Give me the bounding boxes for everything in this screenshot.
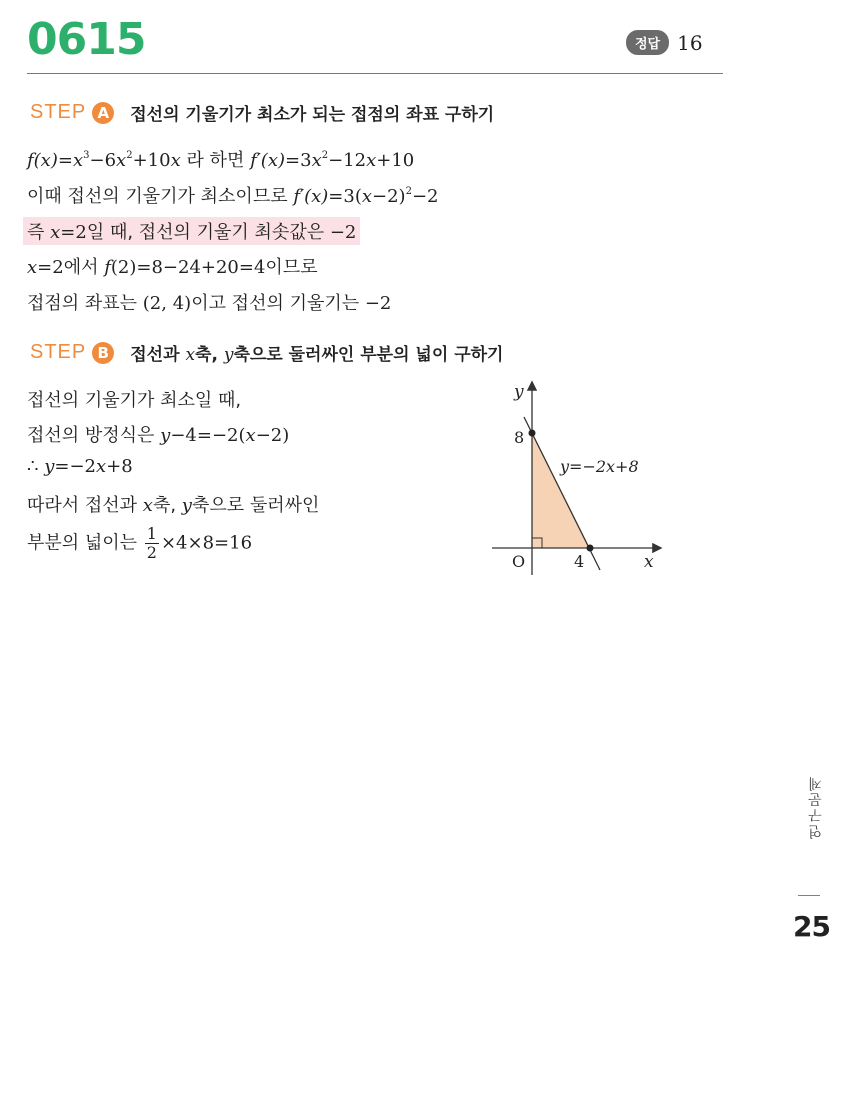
fraction-one-half: $\frac{1}{2}$ — [146, 524, 157, 562]
step-a-badge: A — [92, 102, 114, 124]
line-equation-label: y=−2x+8 — [560, 457, 639, 476]
step-a-heading — [30, 100, 494, 125]
step-a-line-2: 이때 접선의 기울기가 최소이므로 $f'(x)=3(x-2)^2-2$ — [27, 186, 439, 207]
answer-badge: 정답 — [626, 30, 669, 55]
step-b-heading — [30, 340, 503, 365]
origin-label: O — [512, 552, 526, 571]
y-intercept-point — [529, 430, 536, 437]
chapter-side-label: 연구문제 — [808, 775, 824, 839]
side-accent-bar — [798, 895, 820, 896]
answer-value: 16 — [677, 30, 703, 55]
step-a-word: STEP — [30, 101, 87, 123]
step-a-line-5: 접점의 좌표는 (2, 4)이고 접선의 기울기는 −2 — [27, 293, 392, 314]
x-axis-label: x — [644, 552, 654, 572]
step-b-line-3: ∴ y=−2x+8 — [27, 456, 133, 477]
step-b-badge: B — [92, 342, 114, 364]
tangent-line-graph — [480, 375, 680, 585]
y-axis-label: y — [514, 382, 524, 402]
problem-number: 0615 — [27, 14, 146, 65]
page-number: 25 — [793, 910, 830, 943]
y-intercept-label: 8 — [514, 428, 525, 447]
step-b-word: STEP — [30, 341, 87, 363]
step-b-line-5: 부분의 넓이는 $\frac{1}{2}$ ×4×8=16 — [27, 524, 253, 562]
answer-block — [626, 30, 703, 55]
step-b-line-1: 접선의 기울기가 최소일 때, — [27, 390, 242, 411]
x-intercept-point — [587, 545, 594, 552]
step-a-line-1: $f(x)=x^3-6x^2+10x$ 라 하면 $f'(x)=3x^2-12x+10$ — [27, 150, 415, 171]
step-b-line-2: 접선의 방정식은 y−4=−2(x−2) — [27, 425, 290, 446]
step-a-title: 접선의 기울기가 최소가 되는 접점의 좌표 구하기 — [130, 105, 495, 125]
x-intercept-label: 4 — [574, 552, 585, 571]
header-divider — [27, 73, 723, 74]
step-a-line-3-highlight: 즉 x=2일 때, 접선의 기울기 최솟값은 −2 — [23, 217, 360, 245]
step-a-line-4: x=2에서 f(2)=8−24+20=4이므로 — [27, 257, 318, 278]
step-b-line-4: 따라서 접선과 x축, y축으로 둘러싸인 — [27, 495, 320, 516]
step-b-title: 접선과 x축, y축으로 둘러싸인 부분의 넓이 구하기 — [130, 345, 504, 365]
